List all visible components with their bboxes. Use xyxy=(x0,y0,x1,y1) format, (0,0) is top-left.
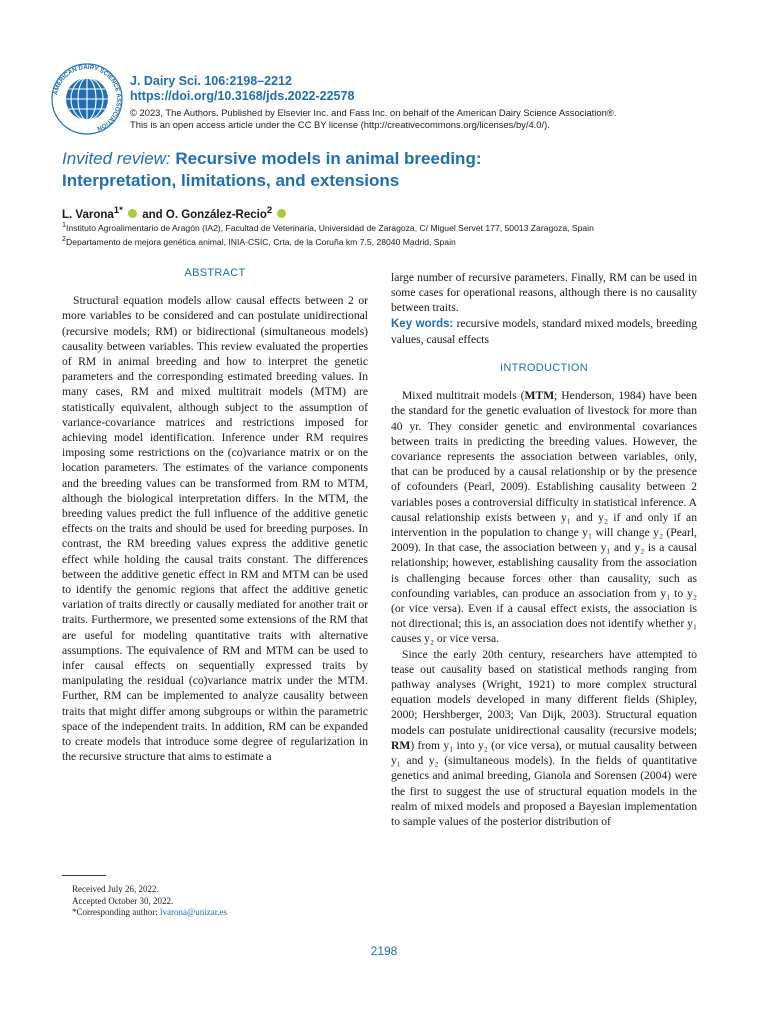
invited-review-label: Invited review: xyxy=(62,149,171,168)
affiliation-2-sup: 2 xyxy=(62,234,66,243)
copyright-notice xyxy=(130,107,730,131)
orcid-icon[interactable] xyxy=(277,209,286,218)
journal-citation: J. Dairy Sci. 106:2198–2212 xyxy=(130,74,292,88)
abstract-continuation: large number of recursive parameters. Finally, RM can be used in some cases for operational reasons, although there is no causality between traits. xyxy=(391,271,697,315)
keywords-text: recursive models, standard mixed models, breeding values, causal effects xyxy=(391,316,697,346)
keywords xyxy=(391,316,697,347)
keywords-label: Key words: xyxy=(391,317,454,330)
introduction-heading: INTRODUCTION xyxy=(500,362,588,375)
right-column xyxy=(391,270,697,829)
affiliation-2 xyxy=(62,234,722,248)
copyright-line: © 2023, The Authors. Published by Elsevier Inc. and Fass Inc. on behalf of the American Dairy Science Association®. xyxy=(130,107,617,118)
affiliation-1-text: Instituto Agroalimentario de Aragón (IA2), Facultad de Veterinaria, Universidad de Zaragoza, C/ Miguel Servet 177, 50013 Zaragoza, Spain xyxy=(65,222,594,233)
received-date: Received July 26, 2022. xyxy=(72,884,159,894)
author-1-sup: 1* xyxy=(113,205,123,216)
affiliation-2-text: Departamento de mejora genética animal, INIA-CSIC, Crta, de la Coruña km 7.5, 28040 Madrid, Spain xyxy=(65,236,456,247)
intro-p2-rest: ) from y₁ into y₂ (or vice versa), or mutual causality between y₁ and y₂ (simultaneous models). In the fields of quantitative genetics and animal breeding, Gianola and Sorensen (2004) were the first to suggest the use of structural equation models in the realm of mixed models and proposed a Bayesian implementation to sample values of the posterior distribution of xyxy=(391,738,697,828)
doi-link[interactable]: https://doi.org/10.3168/jds.2022-22578 xyxy=(130,89,355,103)
author-2: and O. González-Recio xyxy=(139,208,267,221)
header-text xyxy=(130,74,730,131)
intro-p1-abbrev: MTM xyxy=(524,389,555,403)
abstract-heading: ABSTRACT xyxy=(184,267,246,279)
adsa-globe-logo-icon xyxy=(50,62,124,136)
footnote xyxy=(72,884,372,919)
title-line2: Interpretation, limitations, and extensions xyxy=(62,171,400,190)
abstract-text: Structural equation models allow causal effects between 2 or more variables to be considered and can postulate unidirectional (recursive models; RM) or bidirectional (simultaneous models) causality between variables. This review evaluated the properties of RM in animal breeding and how to interpret the genetic parameters and the corresponding estimated breeding values. In many cases, RM and mixed multitrait models (MTM) are statistically equivalent, although subject to the assumption of variance-covariance matrices and restrictions imposed for achieving model identification. Inference under RM requires imposing some restrictions on the (co)variance matrix or on the location parameters. The estimates of the variance components and the breeding values can be transformed from RM to MTM, although the biological interpretation differs. In the MTM, the breeding values predict the full influence of the additive genetic effects on the traits and should be used for breeding purposes. In contrast, the RM breeding values express the additive genetic effect while holding the causal traits constant. The differences between the additive genetic effect in RM and MTM can be used to identify the genomic regions that affect the additive genetic variation of traits directly or causally mediated for another trait or traits. Furthermore, we presented some extensions of the RM that are useful for modeling quantitative traits with alternative assumptions. The equivalence of RM and MTM can be used to infer causal effects on sequentially expressed traits by manipulating the residual (co)variance matrix under the MTM. Further, RM can be implemented to analyze causality between traits that might differ among subgroups or within the parametric space of the independent traits. In addition, RM can be expanded to create models that introduce some degree of regularization in the recursive structure that aims to estimate a xyxy=(62,294,368,764)
corresponding-author xyxy=(72,907,372,919)
corresponding-label: *Corresponding author: xyxy=(72,907,160,917)
footnote-divider xyxy=(62,875,106,876)
accepted-date: Accepted October 30, 2022. xyxy=(72,895,174,906)
author-2-sup: 2 xyxy=(266,205,273,216)
article-header xyxy=(50,62,730,142)
page-number: 2198 xyxy=(370,944,398,958)
author-email-link[interactable]: lvarona@unizar.es xyxy=(160,907,228,917)
intro-paragraph-1 xyxy=(391,388,697,646)
intro-p2-start: Since the early 20th century, researchers have attempted to tease out causality based on statistical methods ranging from pathway analyses (Wright, 1921) to more complex structural equation models developed in many different fields (Shipley, 2000; Hershberger, 2003; Van Dijk, 2003). Structural equation models can postulate unidirectional causality (recursive models; xyxy=(391,647,697,737)
affiliation-1 xyxy=(62,220,722,234)
author-1: L. Varona xyxy=(62,208,114,221)
left-column xyxy=(62,266,368,765)
license-line: This is an open access article under the CC BY license (http://creativecommons.org/licenses/by/4.0/). xyxy=(130,119,550,130)
intro-paragraph-2 xyxy=(391,647,697,829)
logo-text: AMERICAN DAIRY SCIENCE ASSOCIATION xyxy=(52,63,123,133)
intro-p1-start: Mixed multitrait models ( xyxy=(402,389,525,403)
title-line1: Recursive models in animal breeding: xyxy=(170,149,482,168)
orcid-icon[interactable] xyxy=(128,209,137,218)
article-title xyxy=(62,148,722,192)
intro-p2-abbrev: RM xyxy=(391,738,411,752)
affiliations xyxy=(62,220,722,248)
affiliation-1-sup: 1 xyxy=(62,221,66,229)
intro-p1-rest: ; Henderson, 1984) have been the standard for the genetic evaluation of livestock for more than 40 yr. They consider genetic and environmental covariances between traits in predicting the breeding values. However, the covariance represents the association between variables, only, that can be produced by a causal relationship or by the presence of cofounders (Pearl, 2009). Establishing causality between 2 variables poses a controversial difficulty in statistical inference. A causal relationship exists between y₁ and y₂ if and only if an intervention in the population to change y₁ will change y₂ (Pearl, 2009). In that case, the association between y₁ and y₂ is a causal relationship; however, establishing causality from the association is challenging because forces other than causality, such as confounding variables, can produce an association from y₁ to y₂ (or vice versa). Even if a causal effect exists, the association is not directional; this is, an association does not identify whether y₁ causes y₂ or vice versa. xyxy=(391,389,697,646)
